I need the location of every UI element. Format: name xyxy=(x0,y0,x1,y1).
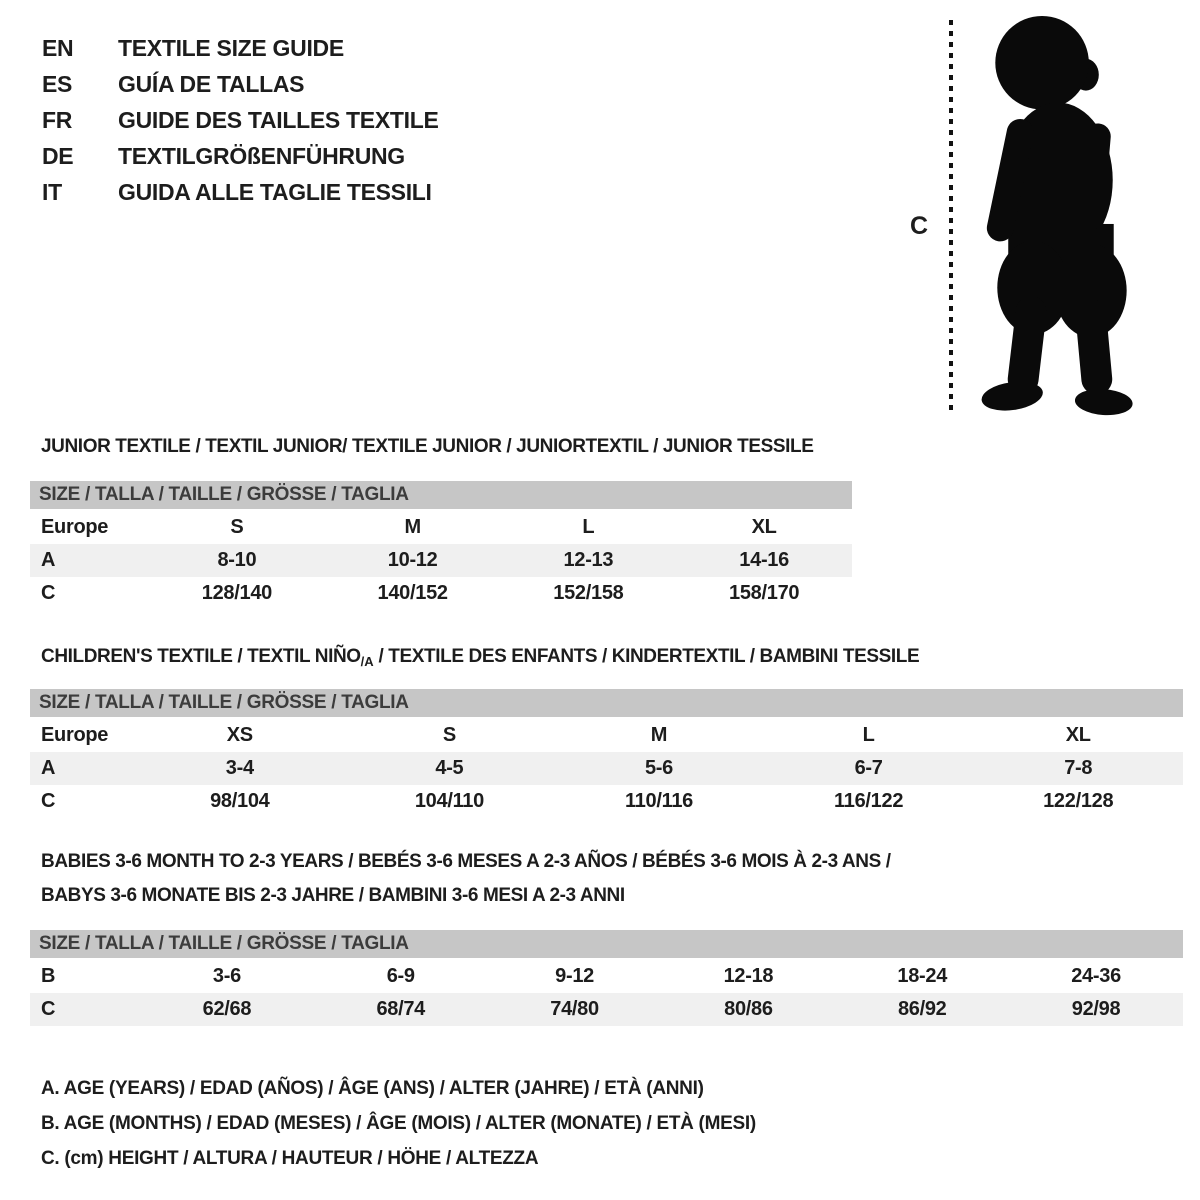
table-cell: 104/110 xyxy=(414,790,484,812)
table-cell: 98/104 xyxy=(210,790,270,812)
table-row-europe xyxy=(30,719,1183,752)
table-cell: 14-16 xyxy=(739,549,789,571)
row-label: A xyxy=(41,757,56,779)
table-cell: 122/128 xyxy=(1043,790,1114,812)
language-code: FR xyxy=(42,107,73,133)
table-cell: M xyxy=(404,516,421,538)
heading-subscript: /A xyxy=(360,654,374,669)
language-code: DE xyxy=(42,143,74,169)
heading-line-1: BABIES 3-6 MONTH TO 2-3 YEARS / BEBÉS 3-6 MESES A 2-3 AÑOS / BÉBÉS 3-6 MOIS À 2-3 ANS / xyxy=(41,851,891,872)
section-heading-junior: JUNIOR TEXTILE / TEXTIL JUNIOR/ TEXTILE JUNIOR / JUNIORTEXTIL / JUNIOR TESSILE xyxy=(41,436,814,457)
table-cell: 12-18 xyxy=(723,965,774,987)
section-heading-children xyxy=(41,646,919,669)
table-cell: 3-6 xyxy=(212,965,241,987)
language-title-list xyxy=(42,30,439,210)
table-cell: M xyxy=(650,724,668,746)
measure-legend xyxy=(41,1071,756,1176)
table-cell: 110/116 xyxy=(624,790,693,812)
table-cell: L xyxy=(862,724,875,746)
table-cell: 158/170 xyxy=(729,582,800,604)
language-code: IT xyxy=(42,179,62,205)
heading-text: CHILDREN'S TEXTILE / TEXTIL NIÑO xyxy=(41,646,361,667)
table-cell: 12-13 xyxy=(563,549,614,571)
table-row-height xyxy=(30,993,1183,1026)
babies-size-table xyxy=(30,930,1183,1026)
legend-line-b: B. AGE (MONTHS) / EDAD (MESES) / ÂGE (MOIS) / ALTER (MONATE) / ETÀ (MESI) xyxy=(41,1113,756,1134)
section-heading-babies xyxy=(41,845,891,913)
table-row-europe xyxy=(30,511,852,544)
table-cell: 6-7 xyxy=(854,757,883,779)
table-cell: S xyxy=(442,724,456,746)
row-label: C xyxy=(41,790,56,812)
row-label: Europe xyxy=(41,724,109,746)
table-cell: 5-6 xyxy=(644,757,673,779)
row-label: A xyxy=(41,549,56,571)
size-table-header: SIZE / TALLA / TAILLE / GRÖSSE / TAGLIA xyxy=(30,689,1183,717)
table-row-height xyxy=(30,577,852,610)
size-table-header: SIZE / TALLA / TAILLE / GRÖSSE / TAGLIA xyxy=(30,930,1183,958)
language-title: TEXTILE SIZE GUIDE xyxy=(118,35,344,61)
table-cell: 74/80 xyxy=(550,998,599,1020)
language-title: GUÍA DE TALLAS xyxy=(118,71,305,97)
height-measure-dashed-line xyxy=(949,20,953,416)
legend-line-a: A. AGE (YEARS) / EDAD (AÑOS) / ÂGE (ANS) / ALTER (JAHRE) / ETÀ (ANNI) xyxy=(41,1078,704,1099)
table-cell: S xyxy=(230,516,244,538)
height-measure-label: C xyxy=(910,212,929,240)
table-cell: 7-8 xyxy=(1064,757,1093,779)
row-label: B xyxy=(41,965,56,987)
language-row-es xyxy=(42,66,439,102)
table-cell: XL xyxy=(1065,724,1091,746)
table-cell: L xyxy=(582,516,595,538)
table-cell: 3-4 xyxy=(225,757,254,779)
table-cell: 6-9 xyxy=(386,965,415,987)
table-row-age-years xyxy=(30,544,852,577)
children-size-table xyxy=(30,689,1183,818)
table-cell: 62/68 xyxy=(202,998,252,1020)
table-cell: 128/140 xyxy=(201,582,272,604)
table-cell: 152/158 xyxy=(553,582,624,604)
language-code: EN xyxy=(42,35,74,61)
language-code: ES xyxy=(42,71,73,97)
table-row-height xyxy=(30,785,1183,818)
table-cell: 24-36 xyxy=(1071,965,1121,987)
size-table-header: SIZE / TALLA / TAILLE / GRÖSSE / TAGLIA xyxy=(30,481,852,509)
table-cell: 10-12 xyxy=(387,549,438,571)
table-cell: 8-10 xyxy=(217,549,257,571)
table-cell: 92/98 xyxy=(1071,998,1121,1020)
table-cell: 80/86 xyxy=(724,998,773,1020)
heading-line-2: BABYS 3-6 MONATE BIS 2-3 JAHRE / BAMBINI 3-6 MESI A 2-3 ANNI xyxy=(41,885,625,906)
heading-text: / TEXTILE DES ENFANTS / KINDERTEXTIL / BAMBINI TESSILE xyxy=(373,646,920,667)
table-cell: 140/152 xyxy=(377,582,448,604)
row-label: C xyxy=(41,582,56,604)
language-title: GUIDA ALLE TAGLIE TESSILI xyxy=(118,179,432,205)
table-cell: 18-24 xyxy=(897,965,948,987)
table-cell: XS xyxy=(226,724,253,746)
row-label: C xyxy=(41,998,56,1020)
table-cell: 68/74 xyxy=(376,998,426,1020)
row-label: Europe xyxy=(41,516,109,538)
table-cell: 86/92 xyxy=(897,998,947,1020)
legend-line-c: C. (cm) HEIGHT / ALTURA / HAUTEUR / HÖHE / ALTEZZA xyxy=(41,1148,539,1169)
language-row-en xyxy=(42,30,439,66)
table-cell: 116/122 xyxy=(834,790,904,812)
language-title: GUIDE DES TAILLES TEXTILE xyxy=(118,107,439,133)
language-row-fr xyxy=(42,102,439,138)
table-cell: 4-5 xyxy=(435,757,464,779)
junior-size-table xyxy=(30,481,852,610)
table-cell: 9-12 xyxy=(555,965,594,987)
table-row-age-months xyxy=(30,960,1183,993)
language-title: TEXTILGRÖßENFÜHRUNG xyxy=(118,143,405,169)
table-cell: XL xyxy=(751,516,777,538)
toddler-silhouette-icon xyxy=(972,13,1142,421)
language-row-de xyxy=(42,138,439,174)
table-row-age-years xyxy=(30,752,1183,785)
language-row-it xyxy=(42,174,439,210)
